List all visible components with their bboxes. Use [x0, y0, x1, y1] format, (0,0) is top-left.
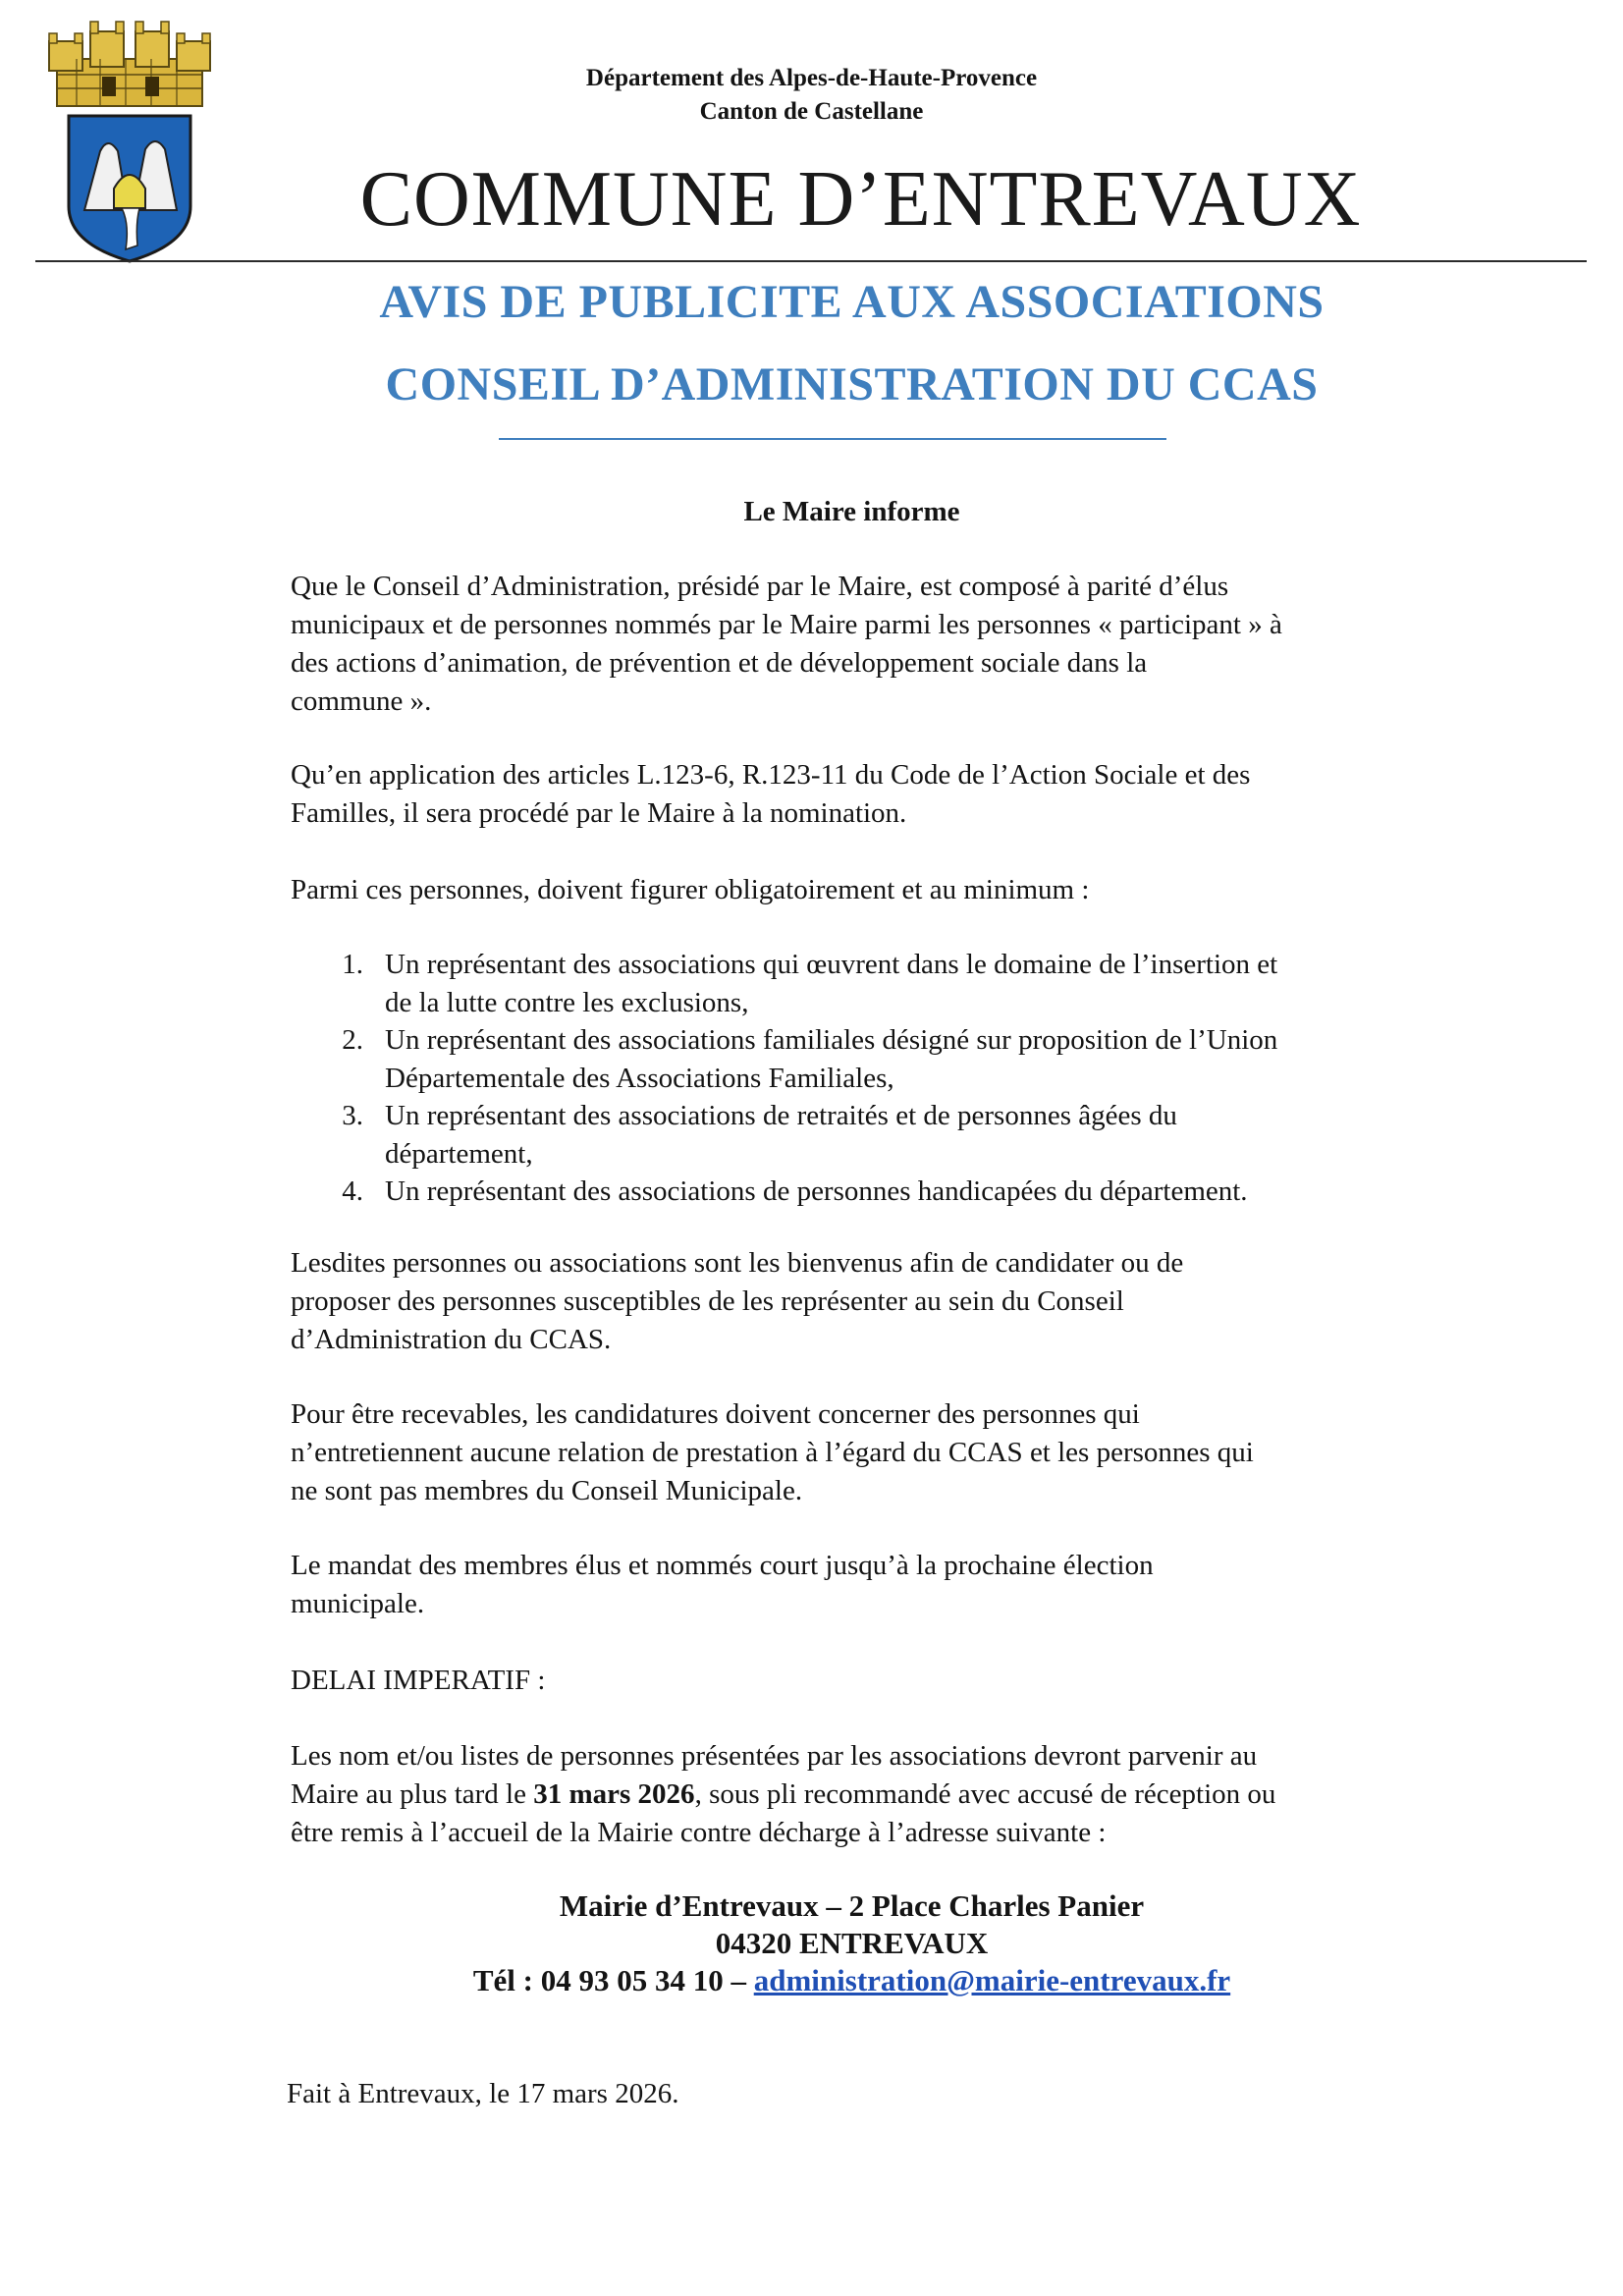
signature-line: Fait à Entrevaux, le 17 mars 2026.: [287, 2078, 679, 2109]
shield-icon: [69, 116, 190, 261]
paragraph-composition: Que le Conseil d’Administration, présidé par le Maire, est composé à parité d’élus municipaux et de personnes nommés par le Maire parmi les personnes « participant » à des actions d’animation, de prévention et de développement sociale dans la commune ».: [291, 571, 1282, 717]
paragraph-invitation: Lesdites personnes ou associations sont les bienvenus afin de candidater ou de proposer des personnes susceptibles de les représenter au sein du Conseil d’Administration du CCAS.: [291, 1247, 1184, 1355]
title-underline: [499, 438, 1166, 440]
list-item: 1. Un représentant des associations qui œuvrent dans le domaine de l’insertion et de la lutte contre les exclusions,: [342, 949, 1278, 1018]
coat-of-arms-logo: [43, 14, 216, 263]
notice-title: AVIS DE PUBLICITE AUX ASSOCIATIONS: [379, 276, 1325, 328]
email-link[interactable]: administration@mairie-entrevaux.fr: [753, 1963, 1231, 1997]
contact-line: [0, 1963, 1623, 1998]
list-item: 3. Un représentant des associations de retraités et de personnes âgées du département,: [342, 1100, 1177, 1170]
paragraph-deadline: Les nom et/ou listes de personnes présentées par les associations devront parvenir au Maire au plus tard le 31 mars 2026, sous pli recommandé avec accusé de réception ou être remis à l’accueil de la Mairie contre décharge à l’adresse suivante :: [291, 1740, 1276, 1848]
department-name: Département des Alpes-de-Haute-Provence: [585, 65, 1038, 91]
paragraph-legal-basis: Qu’en application des articles L.123-6, R.123-11 du Code de l’Action Sociale et des Familles, il sera procédé par le Maire à la nomination.: [291, 759, 1251, 829]
mural-crown-icon: [49, 22, 210, 106]
deadline-date: 31 mars 2026: [533, 1778, 695, 1810]
paragraph-eligibility: Pour être recevables, les candidatures doivent concerner des personnes qui n’entretiennent aucune relation de prestation à l’égard du CCAS et les personnes qui ne sont pas membres du Conseil Municipale.: [291, 1398, 1254, 1506]
list-item: 4. Un représentant des associations de personnes handicapées du département.: [342, 1175, 1248, 1207]
paragraph-requirements: Parmi ces personnes, doivent figurer obligatoirement et au minimum :: [291, 874, 1090, 905]
commune-title: COMMUNE D’ENTREVAUX: [359, 156, 1362, 243]
section-heading: Le Maire informe: [743, 496, 960, 527]
header-divider: [35, 260, 1587, 262]
deadline-label: DELAI IMPERATIF :: [291, 1665, 546, 1696]
canton-name: Canton de Castellane: [699, 98, 924, 125]
phone-number: Tél : 04 93 05 34 10 –: [472, 1963, 754, 1997]
mairie-address: Mairie d’Entrevaux – 2 Place Charles Panier: [559, 1888, 1145, 1923]
paragraph-mandate: Le mandat des membres élus et nommés court jusqu’à la prochaine élection municipale.: [291, 1550, 1154, 1619]
list-item: 2. Un représentant des associations familiales désigné sur proposition de l’Union Départementale des Associations Familiales,: [342, 1024, 1278, 1094]
representatives-list: [334, 946, 1434, 1211]
notice-subtitle: CONSEIL D’ADMINISTRATION DU CCAS: [385, 358, 1319, 410]
mairie-city: 04320 ENTREVAUX: [715, 1926, 989, 1960]
